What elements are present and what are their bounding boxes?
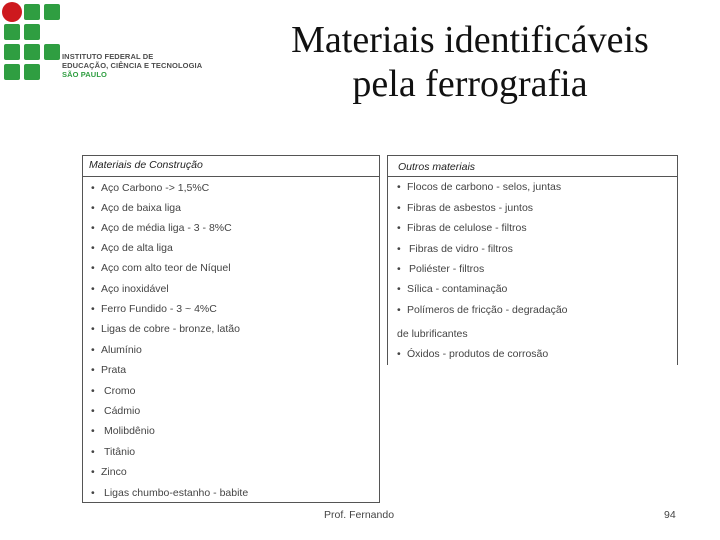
list-item-text: Aço com alto teor de Níquel [101,262,231,274]
other-materials-header-label: Outros materiais [398,161,476,173]
bullet-icon: • [397,304,401,316]
slide-title [250,18,690,106]
bullet-icon: • [397,283,401,295]
list-item-text: de lubrificantes [397,328,468,340]
construction-materials-header [82,155,380,177]
list-item-text: Prata [101,364,127,376]
bullet-icon: • [91,405,95,417]
bullet-icon: • [91,222,95,234]
materials-table [82,155,678,502]
list-item-continuation [397,328,468,340]
list-item [397,181,561,193]
list-item-text: Cromo [104,385,136,397]
logo-square [24,44,40,60]
list-item [91,222,232,234]
list-item-text: Aço Carbono -> 1,5%C [101,182,210,194]
list-item [91,344,142,356]
bullet-icon: • [91,385,95,397]
logo-square [44,4,60,20]
list-item [91,405,140,417]
other-materials-column [387,175,678,365]
list-item [397,222,527,234]
construction-materials-header-label: Materiais de Construção [89,159,203,171]
list-item-text: Ligas chumbo-estanho - babite [104,487,249,499]
list-item-text: Fibras de asbestos - juntos [407,202,534,214]
bullet-icon: • [397,222,401,234]
list-item [91,182,209,194]
list-item-text: Titânio [104,446,136,458]
bullet-icon: • [91,487,95,499]
list-item [91,466,127,478]
list-item [91,202,181,214]
list-item [91,242,173,254]
list-item-text: Aço de baixa liga [101,202,181,214]
list-item [397,202,533,214]
logo-square [4,44,20,60]
bullet-icon: • [91,344,95,356]
list-item [397,283,507,295]
bullet-icon: • [397,348,401,360]
list-item [397,263,484,275]
bullet-icon: • [91,283,95,295]
list-item-text: Aço inoxidável [101,283,169,295]
logo-red-circle [2,2,22,22]
logo-square [44,44,60,60]
list-item-text: Molibdênio [104,425,155,437]
list-item [397,304,568,316]
bullet-icon: • [397,181,401,193]
list-item [91,303,217,315]
list-item [91,262,231,274]
bullet-icon: • [91,303,95,315]
bullet-icon: • [91,182,95,194]
list-item-text: Fibras de celulose - filtros [407,222,527,234]
list-item-text: Fibras de vidro - filtros [409,243,513,255]
list-item-text: Poliéster - filtros [409,263,485,275]
logo-line-3: SÃO PAULO [62,70,107,79]
list-item-text: Aço de média liga - 3 - 8%C [101,222,232,234]
list-item-text: Ligas de cobre - bronze, latão [101,323,240,335]
list-item [91,425,155,437]
bullet-icon: • [91,202,95,214]
list-item-text: Óxidos - produtos de corrosão [407,348,549,360]
bullet-icon: • [397,263,401,275]
logo-square [24,24,40,40]
bullet-icon: • [91,466,95,478]
list-item [397,348,548,360]
slide-title-line-2: pela ferrografia [352,63,588,105]
list-item-text: Aço de alta liga [101,242,173,254]
logo-line-2: EDUCAÇÃO, CIÊNCIA E TECNOLOGIA [62,61,203,70]
other-materials-header [387,155,678,177]
list-item-text: Flocos de carbono - selos, juntas [407,181,562,193]
list-item [91,385,136,397]
ifsp-logo [0,0,210,90]
bullet-icon: • [91,323,95,335]
logo-line-1: INSTITUTO FEDERAL DE [62,52,154,61]
list-item-text: Sílica - contaminação [407,283,508,295]
logo-square [4,24,20,40]
footer-author: Prof. Fernando [324,509,395,521]
list-item-text: Ferro Fundido - 3 ~ 4%C [101,303,217,315]
slide-title-line-1: Materiais identificáveis [291,19,649,61]
list-item [91,446,135,458]
bullet-icon: • [397,202,401,214]
list-item [91,487,248,499]
list-item [91,283,169,295]
bullet-icon: • [397,243,401,255]
logo-square [24,4,40,20]
bullet-icon: • [91,425,95,437]
logo-square [4,64,20,80]
bullet-icon: • [91,364,95,376]
list-item [91,323,240,335]
bullet-icon: • [91,262,95,274]
list-item-text: Zinco [101,466,127,478]
list-item-text: Polímeros de fricção - degradação [407,304,568,316]
logo-square [24,64,40,80]
bullet-icon: • [91,446,95,458]
list-item [397,243,513,255]
slide-number: 94 [664,509,676,521]
logo-text [62,52,202,79]
list-item [91,364,126,376]
bullet-icon: • [91,242,95,254]
list-item-text: Alumínio [101,344,142,356]
list-item-text: Cádmio [104,405,141,417]
construction-materials-column [82,175,380,503]
